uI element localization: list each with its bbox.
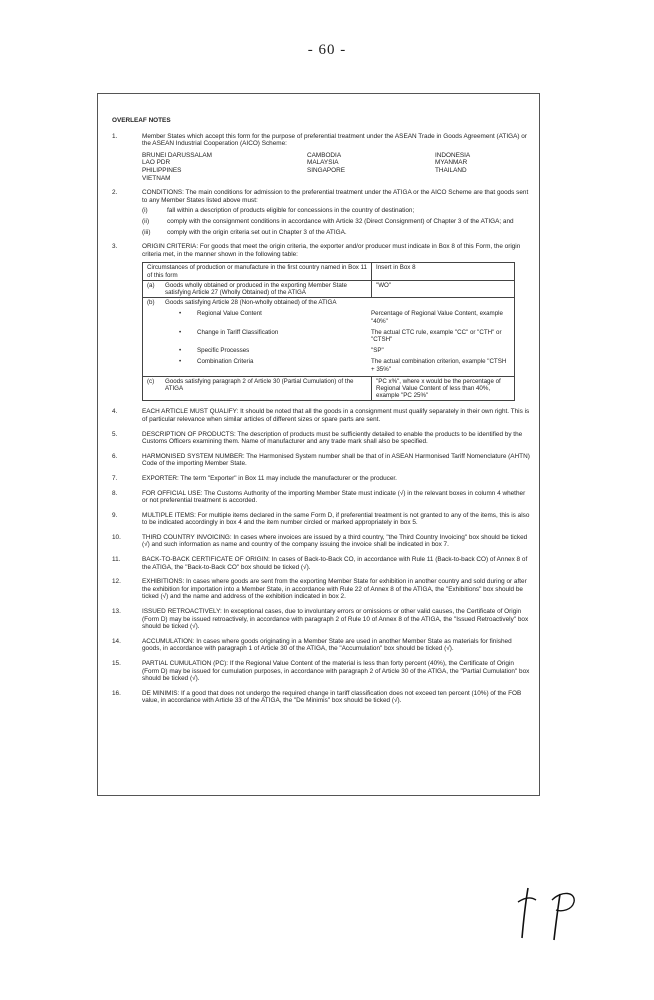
country: PHILIPPINES <box>142 166 182 174</box>
country: SINGAPORE <box>307 166 345 174</box>
note-text: EXPORTER: The term "Exporter" in Box 11 may include the manufacturer or the producer. <box>142 474 397 482</box>
initial-stroke <box>552 893 574 910</box>
note-9 <box>112 512 530 527</box>
country: CAMBODIA <box>307 151 342 159</box>
note-number: 6. <box>112 452 118 460</box>
handwritten-initials <box>500 880 590 950</box>
criteria-insert: The actual CTC rule, example "CC" or "CTH" or "CTSH" <box>371 328 502 343</box>
note-number: 4. <box>112 408 118 416</box>
note-4 <box>112 408 530 423</box>
note-number: 12. <box>112 578 121 586</box>
note-number: 14. <box>112 637 121 645</box>
note-number: 11. <box>112 556 121 564</box>
condition-label: (ii) <box>142 217 150 225</box>
overleaf-notes <box>112 117 530 712</box>
criteria-bullet <box>147 358 510 372</box>
note-text: DESCRIPTION OF PRODUCTS: The description of products must be sufficiently detailed to enable the products to be identified by the Customs Officers examining them. Name of manufacturer and any trade mark shall also be specified. <box>142 430 523 446</box>
initial-stroke <box>518 898 536 902</box>
note-10 <box>112 534 530 549</box>
note-number: 7. <box>112 474 118 482</box>
country: THAILAND <box>435 166 467 174</box>
note-number: 10. <box>112 533 121 541</box>
note-6 <box>112 453 530 468</box>
table-header-cell: Circumstances of production or manufacture in the first country named in Box 11 of this form <box>143 263 372 280</box>
member-states-list <box>142 152 530 182</box>
origin-criteria-table <box>142 262 515 401</box>
criteria-name: • Change in Tariff Classification <box>147 329 369 343</box>
initial-stroke <box>522 888 528 938</box>
table-cell: "WO" <box>372 280 515 297</box>
condition-label: (i) <box>142 207 148 215</box>
country: INDONESIA <box>435 151 471 159</box>
table-row <box>143 280 515 297</box>
row-label: (a) <box>147 281 155 289</box>
condition-label: (iii) <box>142 228 151 236</box>
note-5 <box>112 431 530 446</box>
note-15 <box>112 660 530 683</box>
note-text: HARMONISED SYSTEM NUMBER: The Harmonised System number shall be that of in ASEAN Harmonised Tariff Nomenclature (AHTN) Code of the importing Member State. <box>142 452 530 468</box>
row-label: (c) <box>147 377 155 385</box>
table-cell <box>143 376 372 401</box>
note-13 <box>112 608 530 631</box>
criteria-bullet <box>147 347 510 354</box>
condition-text: comply with the consignment conditions in accordance with Article 32 (Direct Consignment) of Chapter 3 of the ATIGA; and <box>167 217 514 225</box>
criteria-name: • Specific Processes <box>147 347 369 354</box>
table-header-row <box>143 263 515 280</box>
note-16 <box>112 690 530 705</box>
note-number: 3. <box>112 243 118 251</box>
table-row <box>143 298 515 377</box>
table-cell: "PC x%", where x would be the percentage of Regional Value Content of less than 40%, example "PC 25%" <box>372 376 515 401</box>
table-header-cell: Insert in Box 8 <box>372 263 515 280</box>
note-number: 2. <box>112 189 118 197</box>
note-text: ACCUMULATION: In cases where goods originating in a Member State are used in another Member State as materials for finished goods, in accordance with paragraph 1 of Article 30 of the ATIGA, the "Accumulation" box should be ticked (√). <box>142 637 512 653</box>
note-number: 13. <box>112 608 121 616</box>
note-8 <box>112 490 530 505</box>
note-number: 16. <box>112 689 121 697</box>
table-cell <box>143 280 372 297</box>
row-text: Goods wholly obtained or produced in the exporting Member State satisfying Article 27 (Wholly Obtained) of the ATIGA <box>165 281 347 296</box>
condition-item <box>142 229 530 237</box>
criteria-insert: Percentage of Regional Value Content, example "40%" <box>371 310 503 325</box>
criteria-name: • Regional Value Content <box>147 310 369 324</box>
note-1 <box>112 133 530 183</box>
note-14 <box>112 638 530 653</box>
criteria-insert: The actual combination criterion, example "CTSH + 35%" <box>371 358 507 373</box>
note-text: Member States which accept this form for the purpose of preferential treatment under the ASEAN Trade in Goods Agreement (ATIGA) or the ASEAN Industrial Cooperation (AICO) Scheme: <box>142 132 527 148</box>
criteria-insert: "SP" <box>371 347 384 355</box>
note-number: 9. <box>112 511 118 519</box>
note-text: ORIGIN CRITERIA: For goods that meet the origin criteria, the exporter and/or producer must indicate in Box 8 of this Form, the origin criteria met, in the manner shown in the following table: <box>142 243 521 258</box>
row-text: Goods satisfying paragraph 2 of Article 30 (Partial Cumulation) of the ATIGA <box>165 377 354 392</box>
country: BRUNEI DARUSSALAM <box>142 151 212 159</box>
country: LAO PDR <box>142 159 171 167</box>
note-7 <box>112 475 530 483</box>
country: MALAYSIA <box>307 159 339 167</box>
note-number: 1. <box>112 132 118 140</box>
note-2 <box>112 189 530 236</box>
criteria-bullet <box>147 310 510 324</box>
condition-text: fall within a description of products eligible for concessions in the country of destination; <box>167 207 415 215</box>
note-number: 15. <box>112 660 121 668</box>
condition-item <box>142 218 530 226</box>
note-text: THIRD COUNTRY INVOICING: In cases where invoices are issued by a third country, "the Third Country Invoicing" box should be ticked (√) and such information as name and country of the company issuing the invoice shall be indicated in box 7. <box>142 533 528 549</box>
condition-item <box>142 207 530 215</box>
note-text: DE MINIMIS: If a good that does not undergo the required change in tariff classification does not exceed ten percent (10%) of the FOB value, in accordance with Article 33 of the ATIGA, the "De Minimis" box should be ticked (√). <box>142 689 522 705</box>
table-row <box>143 376 515 401</box>
initial-stroke <box>554 894 560 940</box>
table-cell <box>143 298 515 377</box>
criteria-name: • Combination Criteria <box>147 358 369 372</box>
note-text: FOR OFFICIAL USE: The Customs Authority of the importing Member State must indicate (√) in the relevant boxes in column 4 whether or not preferential treatment is accorded. <box>142 489 526 505</box>
notes-heading: OVERLEAF NOTES <box>112 117 171 124</box>
note-12 <box>112 578 530 601</box>
note-number: 5. <box>112 430 118 438</box>
page-number: - 60 - <box>307 42 347 58</box>
country: MYANMAR <box>435 159 468 167</box>
note-number: 8. <box>112 489 118 497</box>
note-text: ISSUED RETROACTIVELY: In exceptional cases, due to involuntary errors or omissions or other valid causes, the Certificate of Origin (Form D) may be issued retroactively, in accordance with paragraph 2 of Rule 10 of Annex 8 of the ATIGA, the "Issued Retroactively" box should be ticked (√). <box>142 608 529 631</box>
condition-text: comply with the origin criteria set out in Chapter 3 of the ATIGA. <box>167 228 347 236</box>
note-text: CONDITIONS: The main conditions for admission to the preferential treatment under the ATIGA or the AICO Scheme are that goods sent to any Member States listed above must: <box>142 189 529 204</box>
note-text: EXHIBITIONS: In cases where goods are sent from the exporting Member State for exhibition in another country and sold during or after the exhibition for importation into a Member State, in accordance with Rule 22 of Annex 8 of the ATIGA, the "Exhibitions" box should be ticked (√) and the name and address of the exhibition indicated in box 2. <box>142 578 527 601</box>
note-text: BACK-TO-BACK CERTIFICATE OF ORIGIN: In cases of Back-to-Back CO, in accordance with Rule 11 (Back-to-back CO) of Annex 8 of the ATIGA, the "Back-to-Back CO" box should be ticked (√). <box>142 556 528 571</box>
row-label: (b) <box>147 299 155 307</box>
note-text: EACH ARTICLE MUST QUALIFY: It should be noted that all the goods in a consignment must qualify separately in their own right. This is of particular relevance when similar articles of different sizes or spare parts are sent. <box>142 408 530 423</box>
row-text: Goods satisfying Article 28 (Non-wholly obtained) of the ATIGA <box>165 299 337 307</box>
note-text: MULTIPLE ITEMS: For multiple items declared in the same Form D, if preferential treatment is not granted to any of the items, this is also to be indicated accordingly in box 4 and the item number circled or marked appropriately in box 5. <box>142 511 530 527</box>
note-text: PARTIAL CUMULATION (PC): If the Regional Value Content of the material is less than forty percent (40%), the Certificate of Origin (Form D) may be issued for cumulation purposes, in accordance with paragraph 2 of Article 30 of the ATIGA, the "Partial Cumulation" box should be ticked (√). <box>142 660 530 683</box>
note-11 <box>112 556 530 571</box>
criteria-bullet <box>147 329 510 343</box>
country: VIETNAM <box>142 174 171 182</box>
note-3 <box>112 243 530 401</box>
